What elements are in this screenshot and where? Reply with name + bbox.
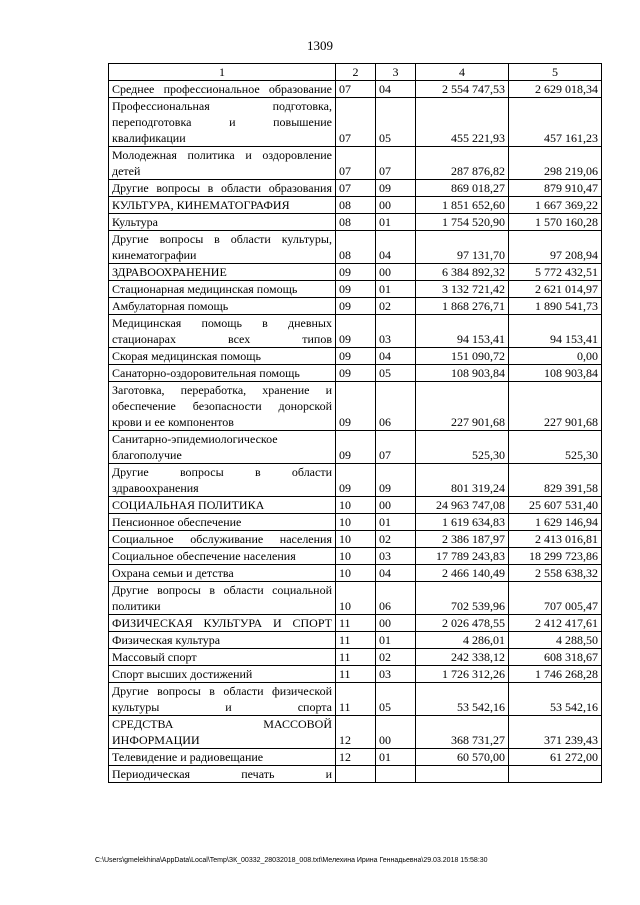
row-name-cell: Другие вопросы в области культуры, кинематографии	[109, 231, 336, 264]
row-subsection-code-cell: 00	[376, 716, 416, 749]
row-name-cell: Физическая культура	[109, 632, 336, 649]
row-name-cell: Профессиональная подготовка, переподготовка и повышение квалификации	[109, 98, 336, 147]
row-subsection-code-cell: 07	[376, 431, 416, 464]
row-amount-year2-cell: 1 746 268,28	[509, 666, 602, 683]
row-amount-year2-cell: 1 570 160,28	[509, 214, 602, 231]
row-section-code-cell: 09	[336, 298, 376, 315]
row-amount-year1-cell: 242 338,12	[416, 649, 509, 666]
row-section-code-cell: 09	[336, 264, 376, 281]
page-number: 1309	[307, 38, 333, 53]
header-col-4: 4	[416, 64, 509, 81]
row-amount-year2-cell: 227 901,68	[509, 382, 602, 431]
row-amount-year2-cell: 371 239,43	[509, 716, 602, 749]
row-name-cell: Периодическая печать и	[109, 766, 336, 783]
row-amount-year1-cell: 1 868 276,71	[416, 298, 509, 315]
row-section-code-cell: 12	[336, 749, 376, 766]
row-amount-year2-cell: 1 629 146,94	[509, 514, 602, 531]
row-subsection-code-cell: 02	[376, 298, 416, 315]
row-subsection-code-cell: 01	[376, 749, 416, 766]
row-subsection-code-cell: 04	[376, 348, 416, 365]
row-name-cell: Санитарно-эпидемиологическое благополучие	[109, 431, 336, 464]
table-body	[109, 81, 602, 783]
row-section-code-cell: 08	[336, 231, 376, 264]
row-section-code-cell: 08	[336, 214, 376, 231]
row-amount-year2-cell: 2 413 016,81	[509, 531, 602, 548]
row-amount-year1-cell: 287 876,82	[416, 147, 509, 180]
row-amount-year2-cell: 879 910,47	[509, 180, 602, 197]
row-subsection-code-cell: 02	[376, 649, 416, 666]
row-name-cell: Другие вопросы в области здравоохранения	[109, 464, 336, 497]
row-subsection-code-cell: 01	[376, 632, 416, 649]
row-section-code-cell: 10	[336, 514, 376, 531]
row-name-cell: Скорая медицинская помощь	[109, 348, 336, 365]
row-subsection-code-cell: 00	[376, 197, 416, 214]
row-name-cell: ФИЗИЧЕСКАЯ КУЛЬТУРА И СПОРТ	[109, 615, 336, 632]
row-amount-year1-cell: 60 570,00	[416, 749, 509, 766]
row-amount-year1-cell: 108 903,84	[416, 365, 509, 382]
row-subsection-code-cell: 05	[376, 365, 416, 382]
row-subsection-code-cell: 03	[376, 666, 416, 683]
row-name-cell: Среднее профессиональное образование	[109, 81, 336, 98]
row-amount-year2-cell: 829 391,58	[509, 464, 602, 497]
table-row	[109, 497, 602, 514]
row-section-code-cell: 11	[336, 666, 376, 683]
row-subsection-code-cell: 05	[376, 98, 416, 147]
row-amount-year2-cell: 525,30	[509, 431, 602, 464]
row-subsection-code-cell: 04	[376, 231, 416, 264]
row-name-cell: Пенсионное обеспечение	[109, 514, 336, 531]
row-subsection-code-cell: 02	[376, 531, 416, 548]
table-row	[109, 231, 602, 264]
row-subsection-code-cell: 06	[376, 382, 416, 431]
row-section-code-cell: 09	[336, 348, 376, 365]
table-row	[109, 464, 602, 497]
table-row	[109, 81, 602, 98]
row-subsection-code-cell: 07	[376, 147, 416, 180]
row-name-cell: Телевидение и радиовещание	[109, 749, 336, 766]
row-amount-year2-cell: 608 318,67	[509, 649, 602, 666]
row-amount-year2-cell: 18 299 723,86	[509, 548, 602, 565]
row-amount-year2-cell: 2 412 417,61	[509, 615, 602, 632]
table-row	[109, 147, 602, 180]
row-amount-year2-cell	[509, 766, 602, 783]
row-name-cell: Медицинская помощь в дневных стационарах всех типов	[109, 315, 336, 348]
table-row	[109, 565, 602, 582]
table-row	[109, 649, 602, 666]
row-amount-year1-cell: 17 789 243,83	[416, 548, 509, 565]
row-subsection-code-cell: 00	[376, 615, 416, 632]
row-name-cell: СРЕДСТВА МАССОВОЙ ИНФОРМАЦИИ	[109, 716, 336, 749]
row-amount-year1-cell: 801 319,24	[416, 464, 509, 497]
row-amount-year2-cell: 2 629 018,34	[509, 81, 602, 98]
row-amount-year1-cell: 227 901,68	[416, 382, 509, 431]
table-row	[109, 632, 602, 649]
row-section-code-cell: 09	[336, 382, 376, 431]
budget-table	[108, 63, 602, 783]
table-row	[109, 615, 602, 632]
table-row	[109, 766, 602, 783]
table-row	[109, 431, 602, 464]
row-amount-year1-cell: 2 386 187,97	[416, 531, 509, 548]
row-amount-year1-cell: 1 619 634,83	[416, 514, 509, 531]
row-section-code-cell: 07	[336, 98, 376, 147]
row-section-code-cell: 09	[336, 365, 376, 382]
row-amount-year2-cell: 53 542,16	[509, 683, 602, 716]
row-section-code-cell	[336, 766, 376, 783]
row-name-cell: Другие вопросы в области социальной политики	[109, 582, 336, 615]
row-subsection-code-cell: 06	[376, 582, 416, 615]
row-amount-year1-cell: 702 539,96	[416, 582, 509, 615]
row-section-code-cell: 09	[336, 431, 376, 464]
row-amount-year1-cell: 94 153,41	[416, 315, 509, 348]
row-name-cell: Охрана семьи и детства	[109, 565, 336, 582]
row-name-cell: Социальное обслуживание населения	[109, 531, 336, 548]
table-row	[109, 666, 602, 683]
row-subsection-code-cell: 01	[376, 514, 416, 531]
table-row	[109, 365, 602, 382]
table-header-row	[109, 64, 602, 81]
row-amount-year1-cell: 1 851 652,60	[416, 197, 509, 214]
row-amount-year2-cell: 707 005,47	[509, 582, 602, 615]
row-section-code-cell: 07	[336, 147, 376, 180]
row-section-code-cell: 10	[336, 548, 376, 565]
row-section-code-cell: 11	[336, 615, 376, 632]
row-amount-year1-cell: 455 221,93	[416, 98, 509, 147]
row-name-cell: СОЦИАЛЬНАЯ ПОЛИТИКА	[109, 497, 336, 514]
table-row	[109, 281, 602, 298]
row-subsection-code-cell	[376, 766, 416, 783]
row-amount-year1-cell: 6 384 892,32	[416, 264, 509, 281]
table-row	[109, 264, 602, 281]
row-subsection-code-cell: 04	[376, 565, 416, 582]
row-amount-year1-cell: 53 542,16	[416, 683, 509, 716]
row-name-cell: Стационарная медицинская помощь	[109, 281, 336, 298]
table-row	[109, 548, 602, 565]
row-amount-year1-cell: 368 731,27	[416, 716, 509, 749]
table-row	[109, 98, 602, 147]
table-row	[109, 531, 602, 548]
row-subsection-code-cell: 00	[376, 264, 416, 281]
row-amount-year1-cell: 1 726 312,26	[416, 666, 509, 683]
row-section-code-cell: 12	[336, 716, 376, 749]
row-name-cell: Другие вопросы в области физической культуры и спорта	[109, 683, 336, 716]
header-col-2: 2	[336, 64, 376, 81]
row-subsection-code-cell: 04	[376, 81, 416, 98]
row-amount-year1-cell: 2 554 747,53	[416, 81, 509, 98]
row-name-cell: Санаторно-оздоровительная помощь	[109, 365, 336, 382]
row-amount-year1-cell: 97 131,70	[416, 231, 509, 264]
row-section-code-cell: 09	[336, 464, 376, 497]
row-subsection-code-cell: 09	[376, 464, 416, 497]
row-name-cell: Другие вопросы в области образования	[109, 180, 336, 197]
row-amount-year2-cell: 2 558 638,32	[509, 565, 602, 582]
row-amount-year1-cell: 869 018,27	[416, 180, 509, 197]
row-amount-year1-cell: 4 286,01	[416, 632, 509, 649]
row-amount-year1-cell: 151 090,72	[416, 348, 509, 365]
row-amount-year2-cell: 94 153,41	[509, 315, 602, 348]
row-name-cell: КУЛЬТУРА, КИНЕМАТОГРАФИЯ	[109, 197, 336, 214]
table-row	[109, 214, 602, 231]
row-subsection-code-cell: 09	[376, 180, 416, 197]
row-amount-year1-cell: 3 132 721,42	[416, 281, 509, 298]
row-subsection-code-cell: 05	[376, 683, 416, 716]
row-section-code-cell: 10	[336, 582, 376, 615]
row-subsection-code-cell: 01	[376, 281, 416, 298]
row-name-cell: Амбулаторная помощь	[109, 298, 336, 315]
row-amount-year2-cell: 108 903,84	[509, 365, 602, 382]
table-row	[109, 298, 602, 315]
header-col-5: 5	[509, 64, 602, 81]
row-amount-year1-cell: 2 466 140,49	[416, 565, 509, 582]
row-section-code-cell: 09	[336, 315, 376, 348]
table-row	[109, 749, 602, 766]
table-row	[109, 348, 602, 365]
row-section-code-cell: 07	[336, 180, 376, 197]
row-amount-year1-cell	[416, 766, 509, 783]
row-amount-year1-cell: 24 963 747,08	[416, 497, 509, 514]
row-name-cell: Спорт высших достижений	[109, 666, 336, 683]
row-section-code-cell: 10	[336, 531, 376, 548]
header-col-3: 3	[376, 64, 416, 81]
row-name-cell: Культура	[109, 214, 336, 231]
header-col-1: 1	[109, 64, 336, 81]
row-section-code-cell: 11	[336, 683, 376, 716]
row-section-code-cell: 08	[336, 197, 376, 214]
row-section-code-cell: 11	[336, 632, 376, 649]
row-name-cell: Массовый спорт	[109, 649, 336, 666]
row-amount-year1-cell: 2 026 478,55	[416, 615, 509, 632]
row-section-code-cell: 10	[336, 497, 376, 514]
row-amount-year2-cell: 457 161,23	[509, 98, 602, 147]
row-subsection-code-cell: 03	[376, 315, 416, 348]
row-amount-year2-cell: 298 219,06	[509, 147, 602, 180]
row-amount-year2-cell: 4 288,50	[509, 632, 602, 649]
row-amount-year1-cell: 1 754 520,90	[416, 214, 509, 231]
row-section-code-cell: 10	[336, 565, 376, 582]
row-name-cell: ЗДРАВООХРАНЕНИЕ	[109, 264, 336, 281]
row-amount-year2-cell: 61 272,00	[509, 749, 602, 766]
row-section-code-cell: 11	[336, 649, 376, 666]
table-row	[109, 716, 602, 749]
row-amount-year2-cell: 1 667 369,22	[509, 197, 602, 214]
row-amount-year1-cell: 525,30	[416, 431, 509, 464]
row-name-cell: Социальное обеспечение населения	[109, 548, 336, 565]
row-section-code-cell: 09	[336, 281, 376, 298]
row-section-code-cell: 07	[336, 81, 376, 98]
row-subsection-code-cell: 01	[376, 214, 416, 231]
table-row	[109, 514, 602, 531]
row-name-cell: Молодежная политика и оздоровление детей	[109, 147, 336, 180]
table-row	[109, 683, 602, 716]
row-amount-year2-cell: 0,00	[509, 348, 602, 365]
row-amount-year2-cell: 25 607 531,40	[509, 497, 602, 514]
row-subsection-code-cell: 03	[376, 548, 416, 565]
table-row	[109, 197, 602, 214]
table-row	[109, 582, 602, 615]
table-row	[109, 315, 602, 348]
row-name-cell: Заготовка, переработка, хранение и обеспечение безопасности донорской крови и ее компонентов	[109, 382, 336, 431]
row-amount-year2-cell: 2 621 014,97	[509, 281, 602, 298]
row-subsection-code-cell: 00	[376, 497, 416, 514]
row-amount-year2-cell: 1 890 541,73	[509, 298, 602, 315]
table-row	[109, 382, 602, 431]
table-row	[109, 180, 602, 197]
file-path-footer: C:\Users\gmelekhina\AppData\Local\Temp\ЗК_00332_28032018_008.txt\Мелехина Ирина Геннадьевна\29.03.2018 15:58:30	[95, 857, 488, 864]
row-amount-year2-cell: 97 208,94	[509, 231, 602, 264]
row-amount-year2-cell: 5 772 432,51	[509, 264, 602, 281]
